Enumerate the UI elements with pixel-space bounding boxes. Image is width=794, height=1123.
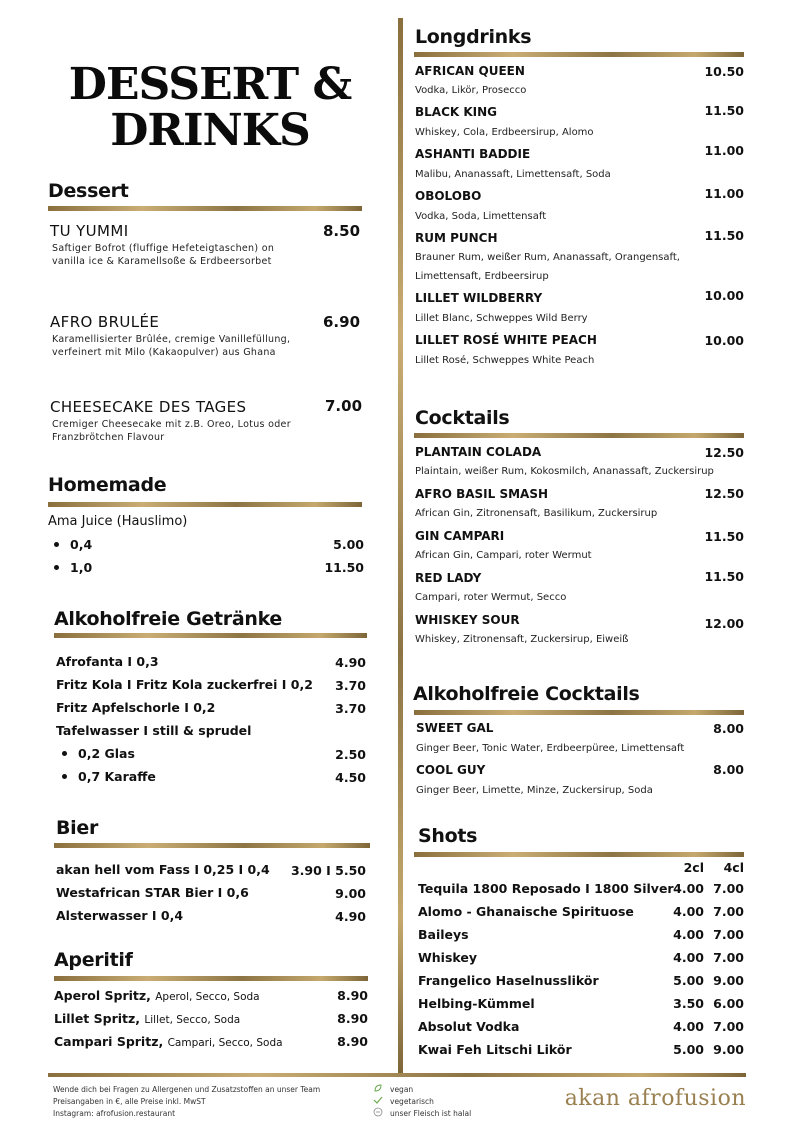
legend-halal: unser Fleisch ist halal: [390, 1109, 472, 1118]
drink-description: Plaintain, weißer Rum, Kokosmilch, Ananassaft, Zuckersirup: [415, 466, 714, 477]
bullet-icon: [54, 565, 59, 570]
footer-instagram: Instagram: afrofusion.restaurant: [53, 1109, 176, 1118]
shot-price-2cl: 4.00: [673, 904, 704, 919]
aperitif-ingredients: Aperol, Secco, Soda: [155, 991, 260, 1003]
menu-item-size: 0,7 Karaffe: [78, 769, 156, 784]
shot-price-4cl: 7.00: [713, 904, 744, 919]
shot-price-4cl: 7.00: [713, 927, 744, 942]
drink-price: 12.50: [704, 486, 744, 501]
aperitif-name: Aperol Spritz,: [54, 988, 151, 1003]
menu-item-name: akan hell vom Fass I 0,25 I 0,4: [56, 862, 270, 877]
drink-description: Malibu, Ananassaft, Limettensaft, Soda: [415, 169, 611, 180]
drink-description: African Gin, Campari, roter Wermut: [415, 550, 592, 561]
shots-column-2cl: 2cl: [683, 860, 704, 875]
section-rule: [48, 502, 362, 507]
aperitif-name: Campari Spritz,: [54, 1034, 164, 1049]
section-rule: [54, 843, 370, 848]
drink-price: 11.50: [704, 569, 744, 584]
shot-name: Absolut Vodka: [418, 1019, 520, 1034]
drink-description: Brauner Rum, weißer Rum, Ananassaft, Orangensaft,: [415, 252, 680, 263]
drink-name: SWEET GAL: [416, 721, 494, 735]
shot-name: Alomo - Ghanaische Spirituose: [418, 904, 634, 919]
aperitif-name: Lillet Spritz,: [54, 1011, 141, 1026]
menu-item-price: 2.50: [335, 747, 366, 762]
section-rule: [414, 852, 744, 857]
drink-name: AFRICAN QUEEN: [415, 64, 525, 78]
drink-price: 11.00: [704, 186, 744, 201]
drink-description: Whiskey, Zitronensaft, Zuckersirup, Eiweiß: [415, 634, 629, 645]
drink-name: LILLET ROSÉ WHITE PEACH: [415, 333, 597, 347]
menu-item-name: [54, 1011, 240, 1026]
section-rule: [414, 52, 744, 57]
drink-name: PLANTAIN COLADA: [415, 445, 542, 459]
shot-name: Kwai Feh Litschi Likör: [418, 1042, 572, 1057]
section-rule: [54, 976, 368, 981]
shot-name: Baileys: [418, 927, 469, 942]
drink-description: Vodka, Likör, Prosecco: [415, 85, 527, 96]
drink-description: Vodka, Soda, Limettensaft: [415, 211, 547, 222]
drink-name: WHISKEY SOUR: [415, 613, 520, 627]
drink-name: RED LADY: [415, 571, 482, 585]
section-heading-longdrinks: Longdrinks: [415, 26, 532, 48]
menu-item-price: 9.00: [335, 886, 366, 901]
section-rule: [48, 206, 362, 211]
shot-price-2cl: 4.00: [673, 927, 704, 942]
footer-rule: [48, 1073, 746, 1077]
drink-price: 11.00: [704, 143, 744, 158]
shot-price-2cl: 4.00: [673, 950, 704, 965]
bullet-icon: [62, 774, 67, 779]
menu-item-name: Westafrican STAR Bier I 0,6: [56, 885, 249, 900]
dessert-name: CHEESECAKE DES TAGES: [50, 398, 247, 416]
shot-price-2cl: 5.00: [673, 1042, 704, 1057]
vegetarian-icon: [373, 1095, 383, 1105]
menu-item-name: [54, 988, 260, 1003]
page-title: DESSERT & DRINKS: [68, 59, 352, 156]
drink-price: 11.50: [704, 228, 744, 243]
footer-allergen-note: Wende dich bei Fragen zu Allergenen und Zusatzstoffen an unser Team: [53, 1085, 321, 1094]
dessert-name: TU YUMMI: [50, 222, 129, 240]
drink-price: 10.50: [704, 64, 744, 79]
dessert-description: verfeinert mit Milo (Kakaopulver) aus Ghana: [52, 347, 276, 358]
drink-description: African Gin, Zitronensaft, Basilikum, Zuckersirup: [415, 508, 658, 519]
shot-price-4cl: 7.00: [713, 950, 744, 965]
menu-item-price: 8.90: [337, 1034, 368, 1049]
drink-description: Lillet Blanc, Schweppes Wild Berry: [415, 313, 588, 324]
drink-price: 11.50: [704, 103, 744, 118]
bullet-icon: [62, 751, 67, 756]
dessert-description: Saftiger Bofrot (fluffige Hefeteigtaschen) on: [52, 243, 275, 254]
section-heading-homemade: Homemade: [48, 474, 167, 496]
dessert-price: 7.00: [325, 397, 363, 415]
menu-item-price: 3.90 I 5.50: [290, 863, 366, 878]
drink-price: 12.50: [704, 445, 744, 460]
drink-name: GIN CAMPARI: [415, 529, 505, 543]
shot-price-2cl: 4.00: [673, 1019, 704, 1034]
menu-item-price: 8.90: [337, 1011, 368, 1026]
drink-description: Campari, roter Wermut, Secco: [415, 592, 567, 603]
drink-description: Limettensaft, Erdbeersirup: [415, 271, 549, 282]
section-rule: [414, 710, 744, 715]
shot-price-2cl: 3.50: [673, 996, 704, 1011]
dessert-description: Karamellisierter Brûlée, cremige Vanillefüllung,: [52, 334, 291, 345]
menu-item-price: 3.70: [335, 678, 366, 693]
drink-name: ASHANTI BADDIE: [415, 147, 531, 161]
shot-name: Tequila 1800 Reposado I 1800 Silver: [418, 881, 674, 896]
menu-item-size: 1,0: [70, 560, 93, 575]
shot-price-4cl: 6.00: [713, 996, 744, 1011]
menu-item-name: Tafelwasser I still & sprudel: [56, 723, 252, 738]
dessert-price: 8.50: [323, 222, 361, 240]
menu-item-name: Fritz Apfelschorle I 0,2: [56, 700, 216, 715]
bullet-icon: [54, 542, 59, 547]
shot-price-2cl: 4.00: [673, 881, 704, 896]
section-rule: [414, 433, 744, 438]
drink-name: RUM PUNCH: [415, 231, 498, 245]
aperitif-ingredients: Lillet, Secco, Soda: [144, 1014, 241, 1026]
shot-price-2cl: 5.00: [673, 973, 704, 988]
drink-description: Ginger Beer, Tonic Water, Erdbeerpüree, Limettensaft: [416, 743, 685, 754]
vegan-icon: [373, 1083, 383, 1093]
section-heading-dessert: Dessert: [48, 180, 129, 202]
brand-logo: akan afrofusion: [564, 1086, 746, 1111]
halal-icon: [373, 1107, 383, 1117]
drink-name: COOL GUY: [416, 763, 486, 777]
drink-price: 8.00: [713, 762, 744, 777]
shot-name: Helbing-Kümmel: [418, 996, 535, 1011]
menu-item-name: [54, 1034, 283, 1049]
section-heading-cocktails: Cocktails: [415, 407, 510, 429]
shot-price-4cl: 7.00: [713, 881, 744, 896]
menu-item-size: 0,2 Glas: [78, 746, 135, 761]
legend-vegan: vegan: [390, 1085, 414, 1094]
drink-price: 10.00: [704, 333, 744, 348]
dessert-description: vanilla ice & Karamellsoße & Erdbeersorbet: [52, 256, 272, 267]
drink-description: Lillet Rosé, Schweppes White Peach: [415, 355, 595, 366]
menu-item-price: 3.70: [335, 701, 366, 716]
shot-price-4cl: 7.00: [713, 1019, 744, 1034]
menu-item-price: 11.50: [324, 560, 364, 575]
menu-item-size: 0,4: [70, 537, 93, 552]
section-heading-aperitif: Aperitif: [54, 949, 133, 971]
shot-name: Whiskey: [418, 950, 478, 965]
menu-item-price: 4.90: [335, 655, 366, 670]
shot-price-4cl: 9.00: [713, 973, 744, 988]
menu-item-name: Ama Juice (Hauslimo): [48, 514, 188, 529]
dessert-price: 6.90: [323, 313, 361, 331]
menu-item-name: Fritz Kola I Fritz Kola zuckerfrei I 0,2: [56, 677, 313, 692]
drink-price: 11.50: [704, 529, 744, 544]
menu-item-price: 4.50: [335, 770, 366, 785]
section-rule: [54, 633, 367, 638]
menu-item-price: 4.90: [335, 909, 366, 924]
shots-column-4cl: 4cl: [723, 860, 744, 875]
dessert-description: Franzbrötchen Flavour: [52, 432, 165, 443]
menu-item-name: Afrofanta I 0,3: [56, 654, 159, 669]
drink-price: 10.00: [704, 288, 744, 303]
menu-item-price: 8.90: [337, 988, 368, 1003]
drink-price: 12.00: [704, 616, 744, 631]
drink-description: Ginger Beer, Limette, Minze, Zuckersirup, Soda: [416, 785, 653, 796]
drink-name: OBOLOBO: [415, 189, 482, 203]
drink-description: Whiskey, Cola, Erdbeersirup, Alomo: [415, 127, 594, 138]
aperitif-ingredients: Campari, Secco, Soda: [167, 1037, 283, 1049]
menu-item-price: 5.00: [333, 537, 364, 552]
footer-price-note: Preisangaben in €, alle Preise inkl. MwST: [53, 1097, 206, 1106]
section-heading-softdrinks: Alkoholfreie Getränke: [54, 608, 283, 630]
drink-name: LILLET WILDBERRY: [415, 291, 543, 305]
section-heading-shots: Shots: [418, 825, 478, 847]
drink-name: AFRO BASIL SMASH: [415, 487, 549, 501]
drink-name: BLACK KING: [415, 105, 498, 119]
menu-item-name: Alsterwasser I 0,4: [56, 908, 184, 923]
legend-vegetarian: vegetarisch: [390, 1097, 434, 1106]
dessert-name: AFRO BRULÉE: [50, 313, 160, 331]
section-heading-nonalcoholic-cocktails: Alkoholfreie Cocktails: [413, 683, 640, 705]
shot-price-4cl: 9.00: [713, 1042, 744, 1057]
section-heading-beer: Bier: [56, 817, 99, 839]
drink-price: 8.00: [713, 721, 744, 736]
dessert-description: Cremiger Cheesecake mit z.B. Oreo, Lotus oder: [52, 419, 291, 430]
shot-name: Frangelico Haselnusslikör: [418, 973, 599, 988]
column-divider: [398, 18, 403, 1076]
